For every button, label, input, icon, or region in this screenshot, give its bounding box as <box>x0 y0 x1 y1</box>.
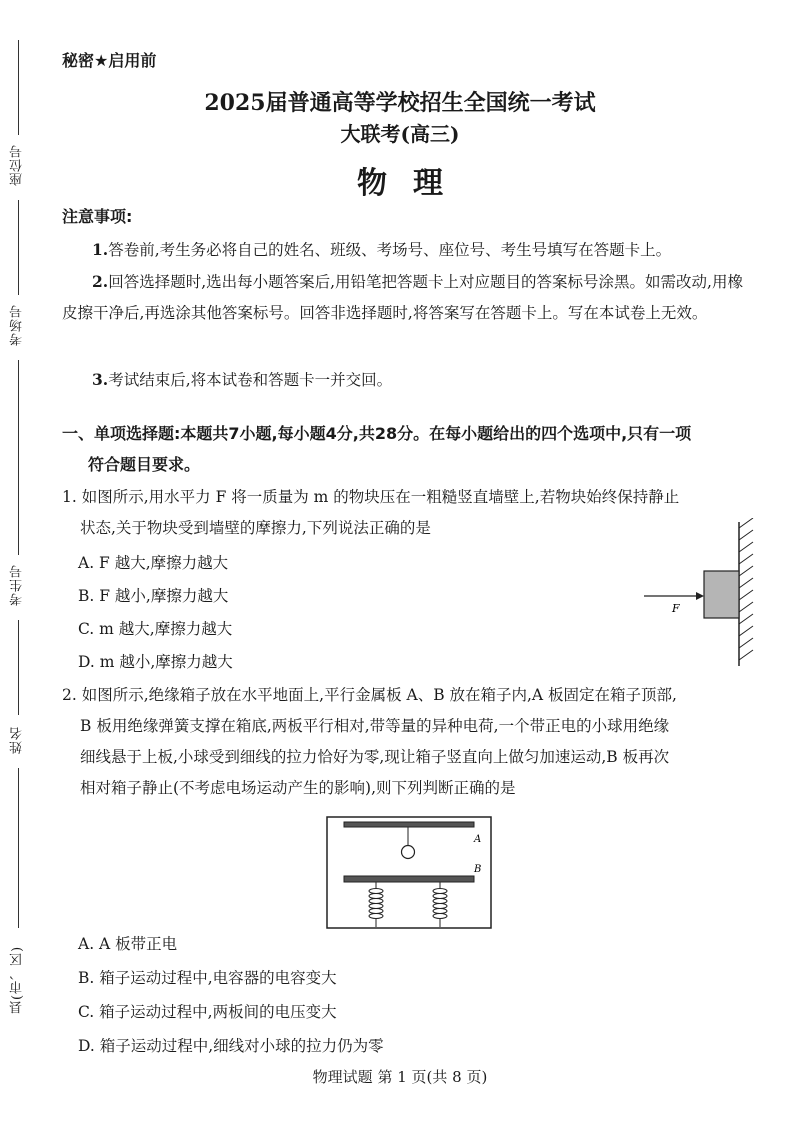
spring-left <box>369 882 383 927</box>
side-label-examinee-no: 考生号 <box>10 564 25 606</box>
section-heading-line2: 符合题目要求。 <box>88 455 201 474</box>
question-1-figure <box>636 518 766 670</box>
insulated-box <box>327 817 491 928</box>
spring-right <box>433 882 447 927</box>
side-label-seat: 座位号 <box>10 144 25 186</box>
question-1-option-d: D. m 越小,摩擦力越大 <box>78 653 233 671</box>
notice-item-2 <box>62 266 752 329</box>
question-2-option-b: B. 箱子运动过程中,电容器的电容变大 <box>78 969 337 987</box>
notice-item-number: 3. <box>92 370 109 389</box>
side-divider <box>18 768 19 928</box>
question-2-line2: B 板用绝缘弹簧支撑在箱底,两板平行相对,带等量的异种电荷,一个带正电的小球用绝缘 <box>80 717 670 735</box>
question-1-option-b: B. F 越小,摩擦力越大 <box>78 587 229 605</box>
question-2-line1: 2. 如图所示,绝缘箱子放在水平地面上,平行金属板 A、B 放在箱子内,A 板固定在箱子顶部, <box>62 686 677 704</box>
notice-item-3 <box>62 364 752 396</box>
notice-item-text: 回答选择题时,选出每小题答案后,用铅笔把答题卡上对应题目的答案标号涂黑。如需改动,用橡皮擦干净后,再选涂其他答案标号。回答非选择题时,将答案写在答题卡上。写在本试卷上无效。 <box>62 273 743 322</box>
notice-heading: 注意事项: <box>62 207 133 226</box>
question-2-line3: 细线悬于上板,小球受到细线的拉力恰好为零,现让箱子竖直向上做匀加速运动,B 板再次 <box>80 748 670 766</box>
plate-a <box>344 822 474 827</box>
side-divider <box>18 200 19 295</box>
question-1-option-c: C. m 越大,摩擦力越大 <box>78 620 233 638</box>
question-1-line2: 状态,关于物块受到墙壁的摩擦力,下列说法正确的是 <box>80 519 431 537</box>
question-2-option-a: A. A 板带正电 <box>78 935 178 953</box>
wall-hatching <box>739 518 753 660</box>
section-heading <box>62 418 752 480</box>
question-1-option-a: A. F 越大,摩擦力越大 <box>78 554 229 572</box>
question-1-line1: 1. 如图所示,用水平力 F 将一质量为 m 的物块压在一粗糙竖直墙壁上,若物块始终保持静止 <box>62 488 680 506</box>
exam-subtitle: 大联考(高三) <box>340 122 460 146</box>
side-divider <box>18 360 19 555</box>
notice-item-text: 考试结束后,将本试卷和答题卡一并交回。 <box>108 371 393 389</box>
secret-label: 秘密★启用前 <box>62 51 157 70</box>
page-footer: 物理试题 第 1 页(共 8 页) <box>312 1068 488 1086</box>
question-2-stem <box>62 680 752 804</box>
block <box>704 571 739 618</box>
notice-item-text: 答卷前,考生务必将自己的姓名、班级、考场号、座位号、考生号填写在答题卡上。 <box>108 241 672 259</box>
subject-title: 物理 <box>357 166 469 201</box>
notice-item-1 <box>62 234 752 266</box>
side-label-county: 县(市、区) <box>10 945 25 1015</box>
force-arrowhead <box>696 592 704 600</box>
notice-item-number: 2. <box>92 272 109 291</box>
question-2-option-c: C. 箱子运动过程中,两板间的电压变大 <box>78 1003 337 1021</box>
question-2-figure <box>326 816 492 930</box>
exam-title: 2025届普通高等学校招生全国统一考试 <box>204 90 596 116</box>
question-2-line4: 相对箱子静止(不考虑电场运动产生的影响),则下列判断正确的是 <box>80 779 516 797</box>
question-2-option-d: D. 箱子运动过程中,细线对小球的拉力仍为零 <box>78 1037 384 1055</box>
side-label-name: 姓名 <box>10 726 25 754</box>
notice-item-number: 1. <box>92 240 109 259</box>
plate-b-label: B <box>474 864 482 875</box>
plate-a-label: A <box>474 834 482 845</box>
side-divider <box>18 620 19 715</box>
charged-ball <box>402 846 415 859</box>
side-label-room: 考场号 <box>10 304 25 346</box>
force-label: F <box>672 602 680 615</box>
plate-b <box>344 876 474 882</box>
section-heading-line1: 一、单项选择题:本题共7小题,每小题4分,共28分。在每小题给出的四个选项中,只有一项 <box>62 424 692 443</box>
